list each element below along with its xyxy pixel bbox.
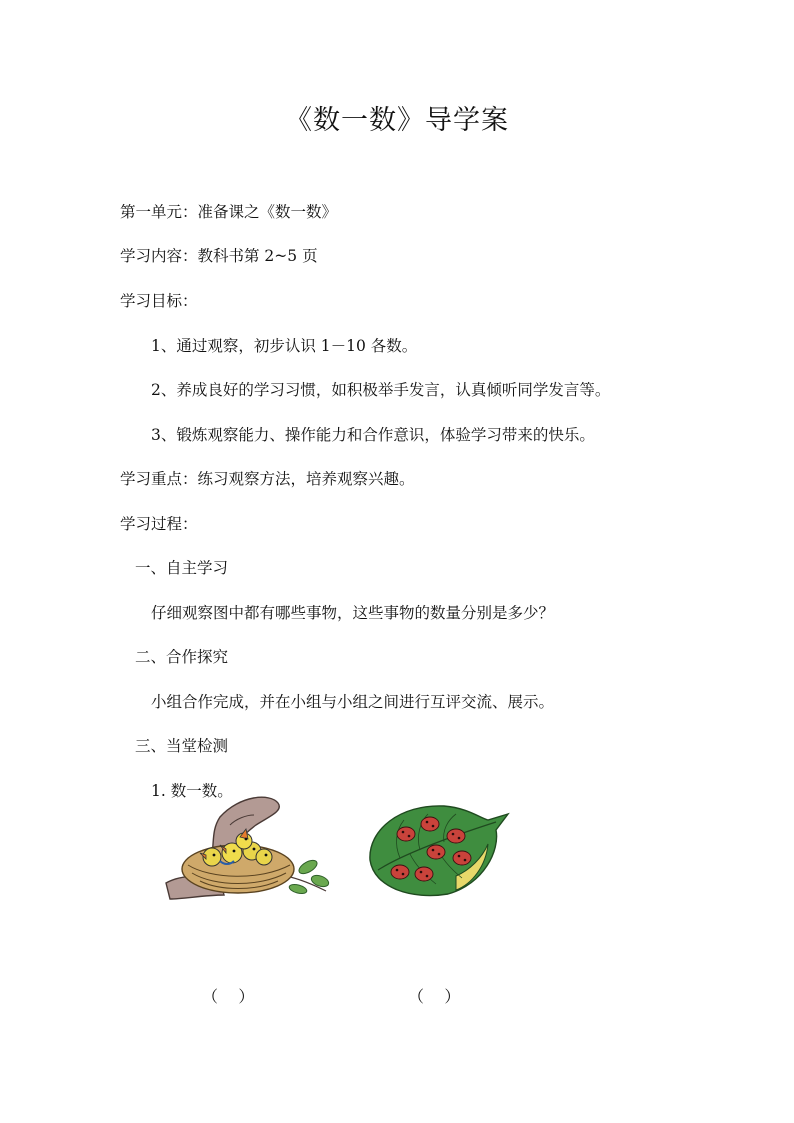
answer-blank-leaf[interactable]: （ ） bbox=[408, 987, 461, 1006]
content-line: 学习内容：教科书第 2~5 页 bbox=[120, 247, 318, 265]
process-heading: 学习过程： bbox=[120, 515, 198, 533]
goal-item: 3、锻炼观察能力、操作能力和合作意识，体验学习带来的快乐。 bbox=[151, 426, 595, 444]
section-heading: 二、合作探究 bbox=[135, 648, 229, 666]
bird-nest-illustration bbox=[160, 795, 330, 907]
goals-heading: 学习目标： bbox=[120, 292, 198, 310]
goal-item: 1、通过观察，初步认识 1－10 各数。 bbox=[151, 337, 418, 355]
unit-line: 第一单元：准备课之《数一数》 bbox=[120, 203, 338, 221]
section-text: 仔细观察图中都有哪些事物，这些事物的数量分别是多少？ bbox=[151, 604, 555, 622]
section-heading: 三、当堂检测 bbox=[135, 737, 229, 755]
goal-item: 2、养成良好的学习习惯，如积极举手发言，认真倾听同学发言等。 bbox=[151, 381, 611, 399]
page-title: 《数一数》导学案 bbox=[285, 105, 509, 136]
section-text: 小组合作完成，并在小组与小组之间进行互评交流、展示。 bbox=[151, 693, 555, 711]
section-heading: 一、自主学习 bbox=[135, 559, 229, 577]
ladybug-leaf-illustration bbox=[360, 800, 510, 900]
section-text: 1. 数一数。 bbox=[151, 782, 233, 800]
answer-blank-nest[interactable]: （ ） bbox=[202, 987, 255, 1006]
key-point-line: 学习重点：练习观察方法，培养观察兴趣。 bbox=[120, 470, 415, 488]
